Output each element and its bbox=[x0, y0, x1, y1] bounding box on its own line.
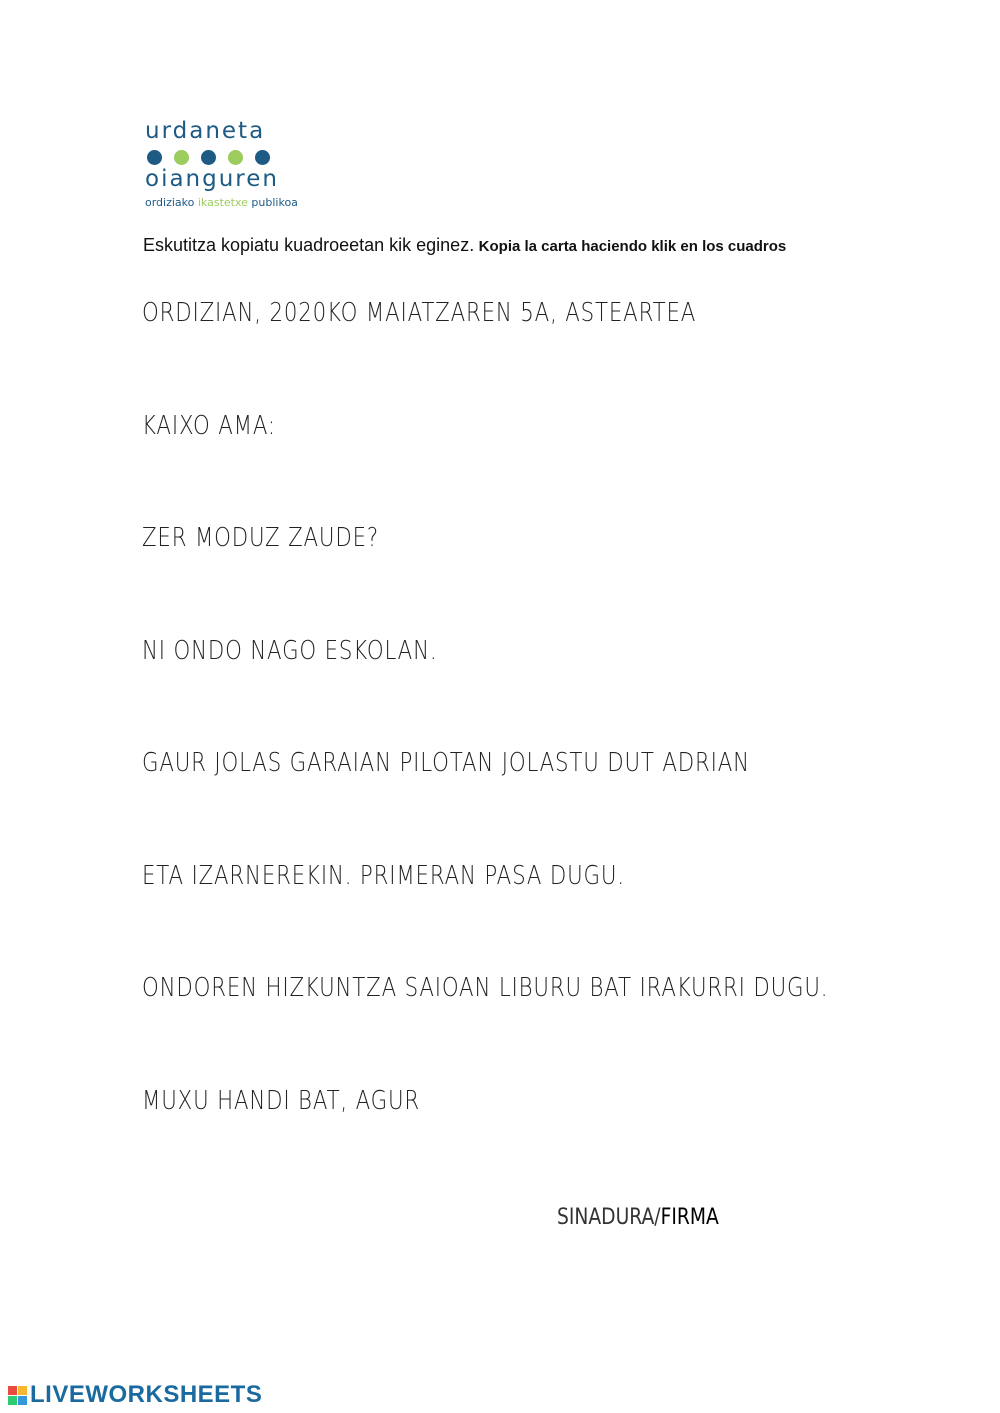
logo-dot bbox=[201, 150, 216, 165]
letter-line: ETA IZARNEREKIN. PRIMERAN PASA DUGU. bbox=[142, 861, 625, 891]
logo-subtitle-part: publikoa bbox=[247, 196, 298, 209]
liveworksheets-brand: LIVEWORKSHEETS bbox=[30, 1381, 263, 1408]
signature-label bbox=[557, 1205, 719, 1230]
signature-basque: SINADURA/ bbox=[557, 1205, 661, 1230]
letter-line: ONDOREN HIZKUNTZA SAIOAN LIBURU BAT IRAKURRI DUGU. bbox=[142, 973, 829, 1003]
logo-square bbox=[8, 1396, 17, 1405]
logo-dots bbox=[147, 150, 270, 165]
logo-square bbox=[8, 1386, 17, 1395]
liveworksheets-footer bbox=[8, 1381, 262, 1409]
logo-subtitle-highlight: ikastetxe bbox=[197, 196, 248, 209]
logo-dot bbox=[174, 150, 189, 165]
instruction-basque: Eskutitza kopiatu kuadroeetan kik eginez. bbox=[143, 235, 475, 255]
letter-line-date: ORDIZIAN, 2020KO MAIATZAREN 5A, ASTEARTEA bbox=[142, 298, 697, 328]
logo-word-urdaneta: urdaneta bbox=[145, 118, 266, 144]
logo-dot bbox=[255, 150, 270, 165]
logo-subtitle-part: ordiziako bbox=[145, 196, 198, 209]
letter-line: NI ONDO NAGO ESKOLAN. bbox=[142, 636, 438, 666]
school-logo bbox=[145, 118, 298, 213]
logo-dot bbox=[228, 150, 243, 165]
instruction-text bbox=[143, 233, 843, 259]
letter-line: ZER MODUZ ZAUDE? bbox=[142, 523, 379, 553]
logo-dot bbox=[147, 150, 162, 165]
logo-square bbox=[18, 1396, 27, 1405]
liveworksheets-logo-icon bbox=[8, 1386, 27, 1405]
logo-word-oianguren: oianguren bbox=[145, 166, 279, 192]
logo-subtitle bbox=[145, 196, 298, 209]
letter-line-closing: MUXU HANDI BAT, AGUR bbox=[142, 1086, 421, 1116]
instruction-spanish: Kopia la carta haciendo klik en los cuadros bbox=[478, 238, 787, 255]
logo-square bbox=[18, 1386, 27, 1395]
letter-line: GAUR JOLAS GARAIAN PILOTAN JOLASTU DUT ADRIAN bbox=[142, 748, 750, 778]
signature-spanish: FIRMA bbox=[660, 1205, 719, 1230]
letter-line-greeting: KAIXO AMA: bbox=[142, 411, 276, 441]
